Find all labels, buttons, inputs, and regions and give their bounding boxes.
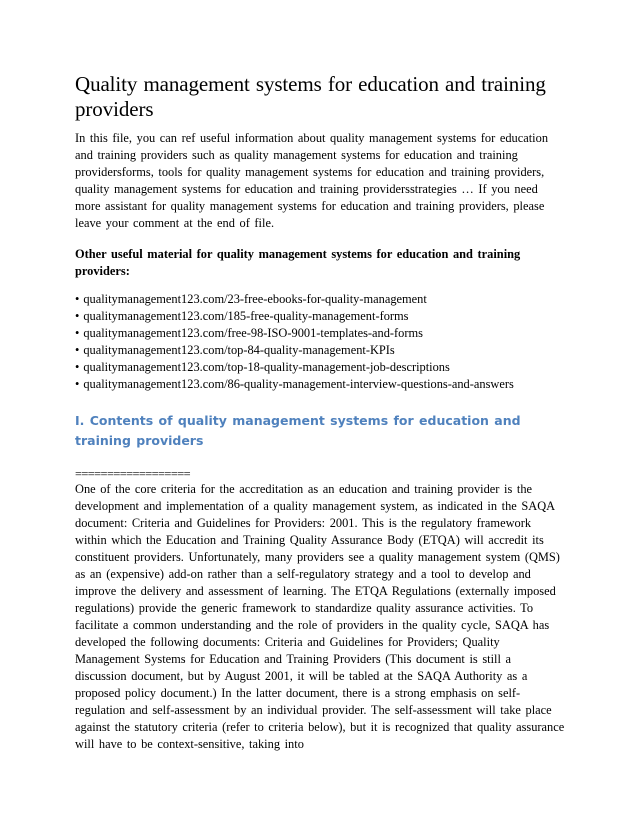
- link-item[interactable]: • qualitymanagement123.com/free-98-ISO-9001-templates-and-forms: [75, 325, 565, 342]
- section-body-paragraph: One of the core criteria for the accreditation as an education and training provider is the development and implementation of a quality management system, as indicated in the SAQA document: Criteria and Guidelines for Providers: 2001. This is the regulatory framework within which the Education and Training Quality Assurance Body (ETQA) will accredit its constituent providers. Unfortunately, many providers see a quality management system (QMS) as an (expensive) add-on rather than a self-regulatory strategy and a tool to develop and improve the delivery and assessment of learning. The ETQA Regulations (externally imposed regulations) provide the generic framework to standardize quality assurance activities. To facilitate a common understanding and the role of providers in the quality cycle, SAQA has developed the following documents: Criteria and Guidelines for Providers; Quality Management Systems for Education and Training Providers (This document is still a discussion document, but by August 2001, it will be tabled at the SAQA Authority as a proposed policy document.) In the latter document, there is a strong emphasis on self-regulation and self-assessment by an individual provider. The self-assessment will take place against the statutory criteria (refer to criteria below), but it is recognized that quality assurance will have to be context-sensitive, taking into: [75, 482, 565, 751]
- link-item[interactable]: • qualitymanagement123.com/top-84-quality-management-KPIs: [75, 342, 565, 359]
- document-title: Quality management systems for education and training providers: [75, 72, 546, 121]
- section-heading: I. Contents of quality management systems for education and training providers: [75, 413, 521, 448]
- separator-line: ==================: [75, 467, 190, 481]
- other-material-heading: Other useful material for quality management systems for education and training providers:: [75, 247, 521, 278]
- link-list: [75, 291, 565, 393]
- link-item[interactable]: • qualitymanagement123.com/23-free-ebooks-for-quality-management: [75, 291, 565, 308]
- document-page: [75, 72, 565, 753]
- link-item[interactable]: • qualitymanagement123.com/86-quality-management-interview-questions-and-answers: [75, 376, 565, 393]
- intro-paragraph: In this file, you can ref useful information about quality management systems for education and training providers such as quality management systems for education and training providersforms, tools for quality management systems for education and training providers, quality management systems for education and training providersstrategies … If you need more assistant for quality management systems for education and training providers, please leave your comment at the end of file.: [75, 131, 549, 230]
- link-item[interactable]: • qualitymanagement123.com/185-free-quality-management-forms: [75, 308, 565, 325]
- link-item[interactable]: • qualitymanagement123.com/top-18-quality-management-job-descriptions: [75, 359, 565, 376]
